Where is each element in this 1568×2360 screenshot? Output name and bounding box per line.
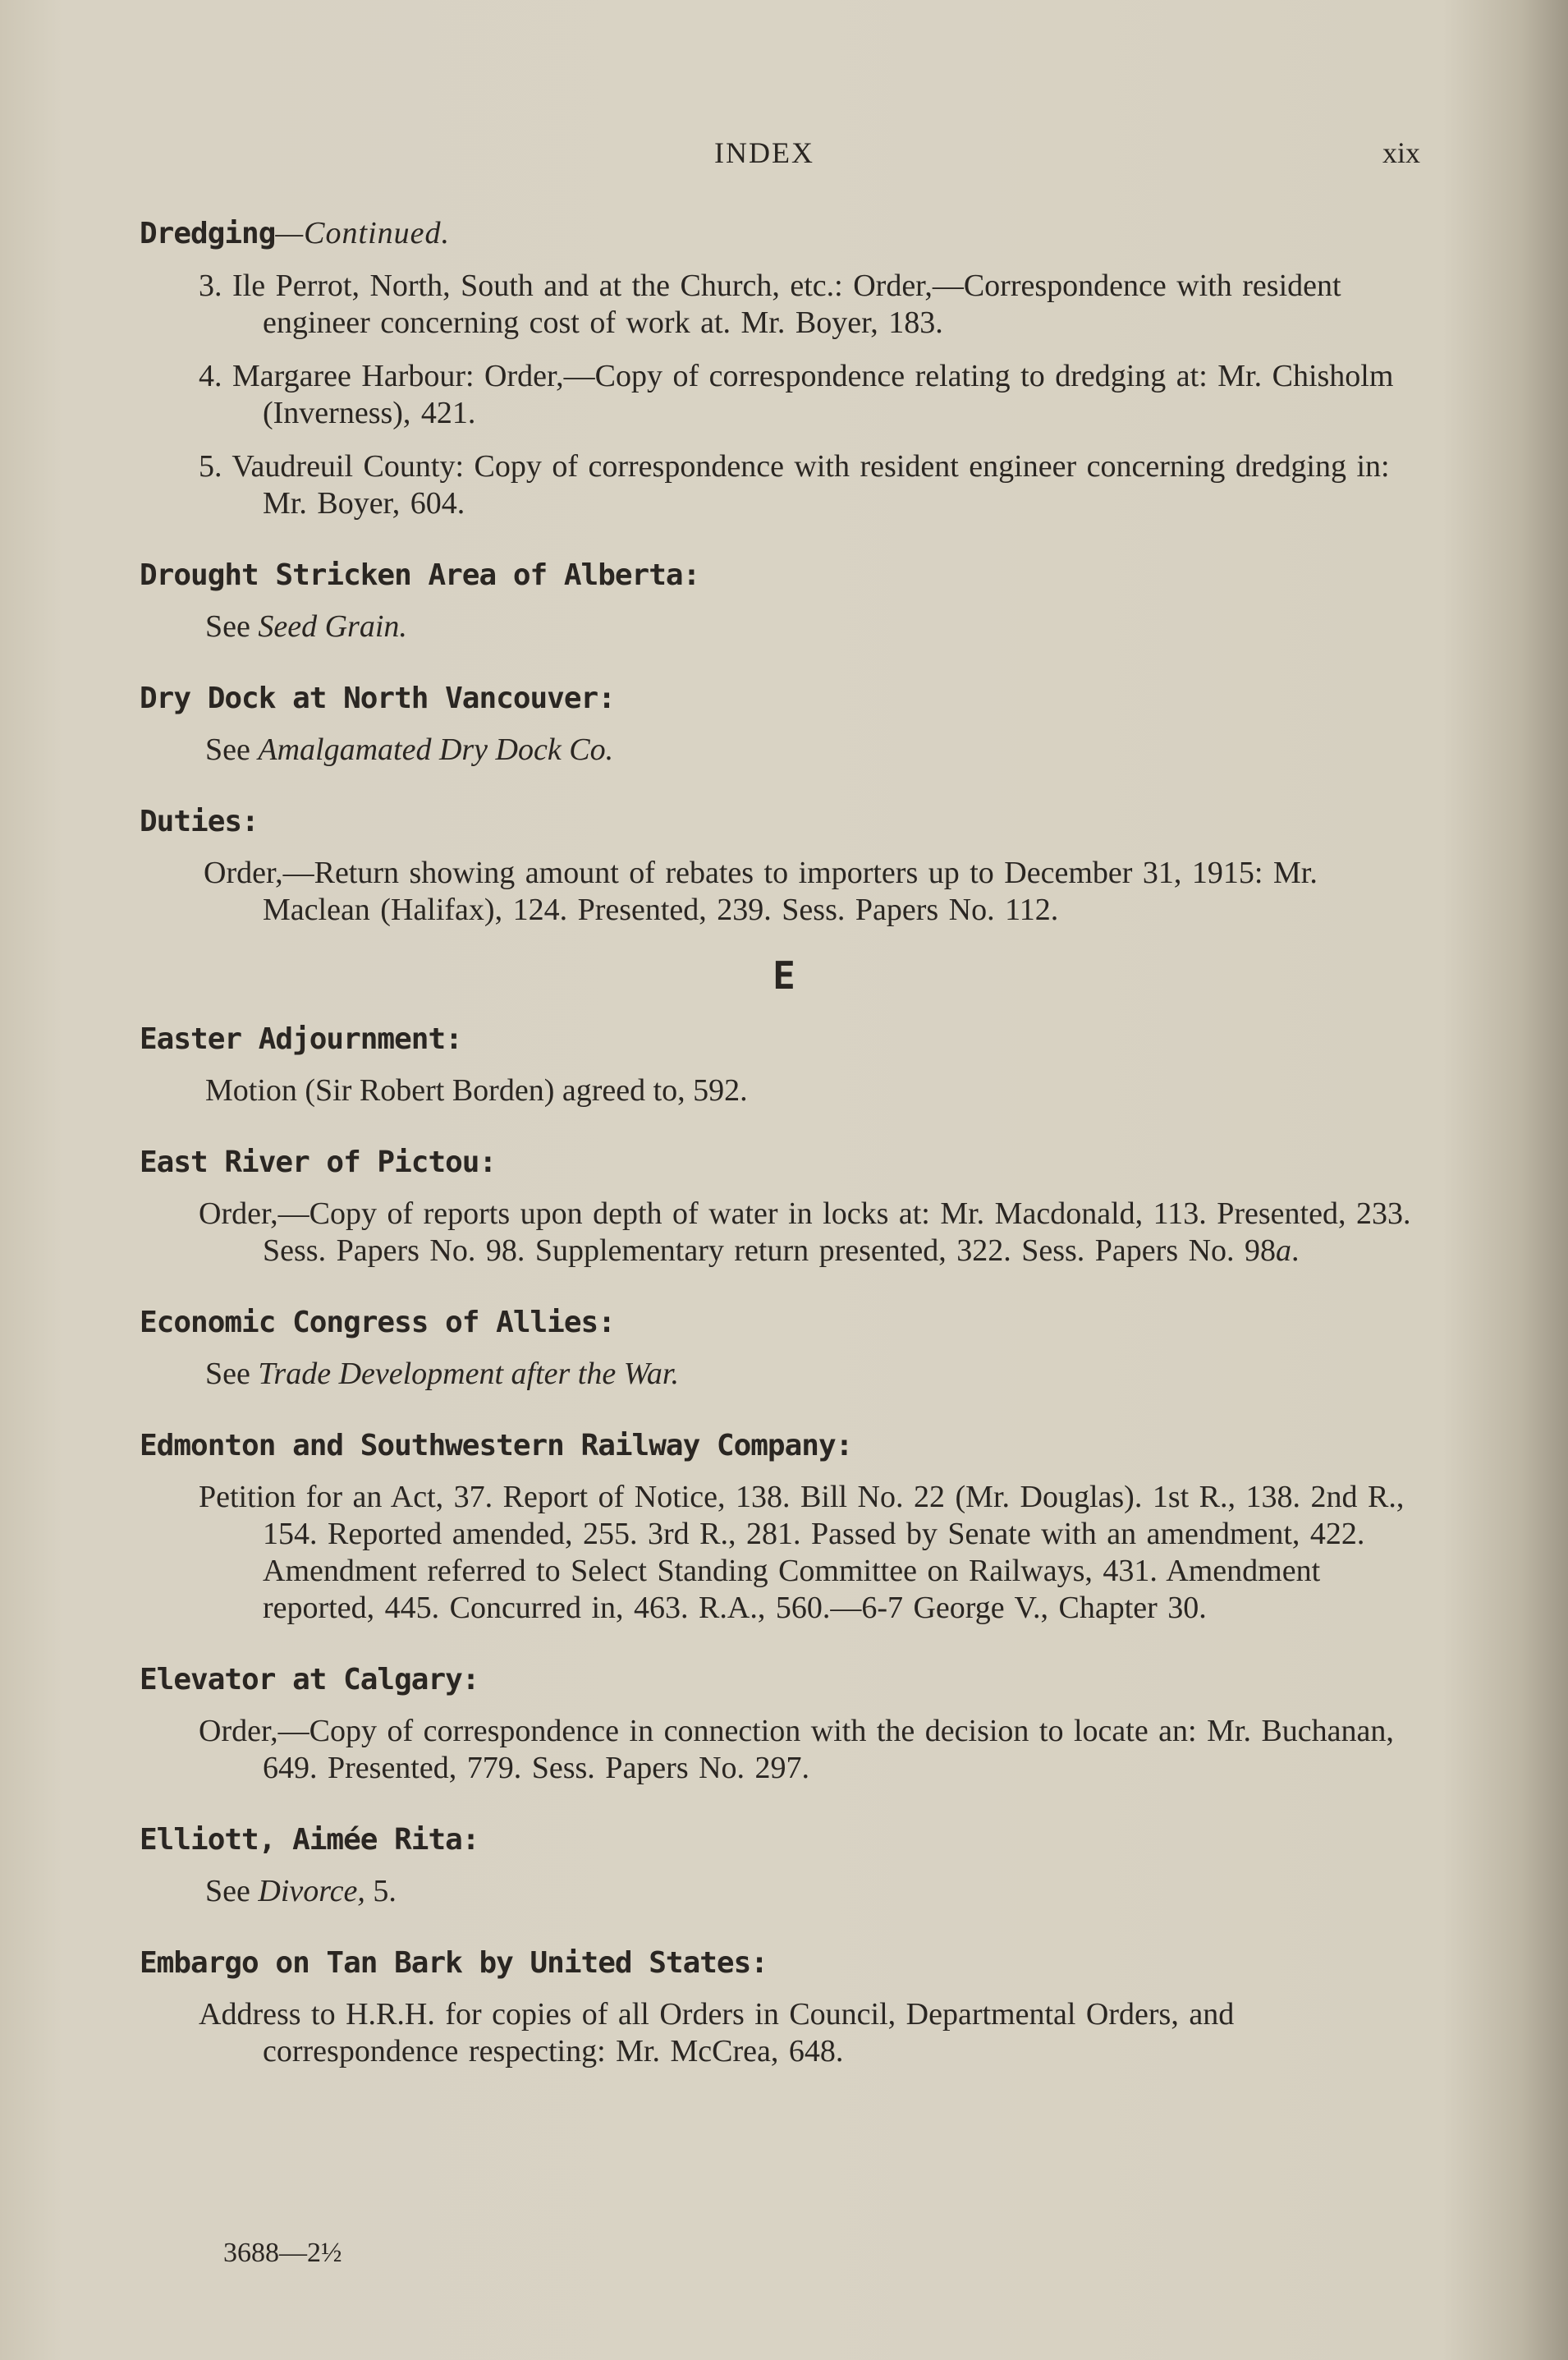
cross-reference: Seed Grain. xyxy=(258,609,407,644)
entry-ile-perrot: 3. Ile Perrot, North, South and at the Church, etc.: Order,—Correspondence with resident engineer concerning cost of work at. Mr. Boyer, 183. xyxy=(199,269,1341,340)
cross-reference: Amalgamated Dry Dock Co. xyxy=(258,732,614,767)
see-label: See xyxy=(205,1874,250,1908)
entry-east-river-text: Order,—Copy of reports upon depth of water in locks at: Mr. Macdonald, 113. Presented, 233. Sess. Papers No. 98. Supplementary return presented, 322. Sess. Papers No. 98 xyxy=(199,1196,1411,1268)
page-number: xix xyxy=(1382,136,1420,169)
printer-signature: 3688—2½ xyxy=(223,2238,342,2268)
entry-duties: Order,—Return showing amount of rebates to importers up to December 31, 1915: Mr. Maclean (Halifax), 124. Presented, 239. Sess. Papers No. 112. xyxy=(204,856,1318,927)
running-head-title: INDEX xyxy=(714,136,814,169)
entry-elevator-calgary: Order,—Copy of correspondence in connection with the decision to locate an: Mr. Buchanan, 649. Presented, 779. Sess. Papers No. 297. xyxy=(199,1714,1394,1785)
see-label: See xyxy=(205,1357,250,1391)
see-label: See xyxy=(205,732,250,767)
heading-dry-dock: Dry Dock at North Vancouver: xyxy=(140,682,615,715)
entry-embargo-tan-bark: Address to H.R.H. for copies of all Orders in Council, Departmental Orders, and correspondence respecting: Mr. McCrea, 648. xyxy=(199,1997,1235,2068)
entry-easter-adjournment: Motion (Sir Robert Borden) agreed to, 592. xyxy=(205,1073,748,1108)
entry-vaudreuil-county: 5. Vaudreuil County: Copy of correspondence with resident engineer concerning dredging in: Mr. Boyer, 604. xyxy=(199,449,1390,521)
entry-east-river-suffix: a xyxy=(1276,1233,1292,1268)
section-letter: E xyxy=(773,953,795,998)
cross-reference: Divorce, xyxy=(258,1874,365,1908)
heading-elliott: Elliott, Aimée Rita: xyxy=(140,1823,479,1857)
entry-edmonton-railway: Petition for an Act, 37. Report of Notice, 138. Bill No. 22 (Mr. Douglas). 1st R., 138. 2nd R., 154. Reported amended, 255. 3rd R., 281. Passed by Senate with an amendment, 422. Amendment referred to Select Standing Committee on Railways, 431. Amendment reported, 445. Concurred in, 463. R.A., 560.—6-7 George V., Chapter 30. xyxy=(199,1480,1405,1625)
heading-economic-congress: Economic Congress of Allies: xyxy=(140,1306,615,1339)
see-reference-drought xyxy=(140,608,1428,645)
cross-reference: Trade Development after the War. xyxy=(258,1357,679,1391)
see-reference-dry-dock xyxy=(140,732,1428,769)
entry-margaree-harbour: 4. Margaree Harbour: Order,—Copy of correspondence relating to dredging at: Mr. Chisholm (Inverness), 421. xyxy=(199,359,1394,430)
cross-reference-number: 5. xyxy=(364,1874,397,1908)
see-reference-elliott xyxy=(140,1873,1428,1910)
heading-dredging xyxy=(140,215,1428,251)
heading-duties: Duties: xyxy=(140,805,259,838)
heading-elevator-calgary: Elevator at Calgary: xyxy=(140,1663,479,1697)
see-reference-economic xyxy=(140,1356,1428,1393)
see-label: See xyxy=(205,609,250,644)
heading-dredging-text: Dredging xyxy=(140,217,276,250)
heading-embargo-tan-bark: Embargo on Tan Bark by United States: xyxy=(140,1946,768,1980)
entry-east-river xyxy=(140,1196,1428,1270)
heading-east-river: East River of Pictou: xyxy=(140,1146,497,1179)
index-content xyxy=(140,215,1428,2070)
heading-easter-adjournment: Easter Adjournment: xyxy=(140,1022,462,1056)
entry-east-river-end: . xyxy=(1291,1233,1300,1268)
heading-edmonton-railway: Edmonton and Southwestern Railway Company: xyxy=(140,1429,853,1462)
heading-drought: Drought Stricken Area of Alberta: xyxy=(140,558,700,592)
continued-label: —Continued. xyxy=(275,216,451,250)
running-head xyxy=(140,135,1420,177)
